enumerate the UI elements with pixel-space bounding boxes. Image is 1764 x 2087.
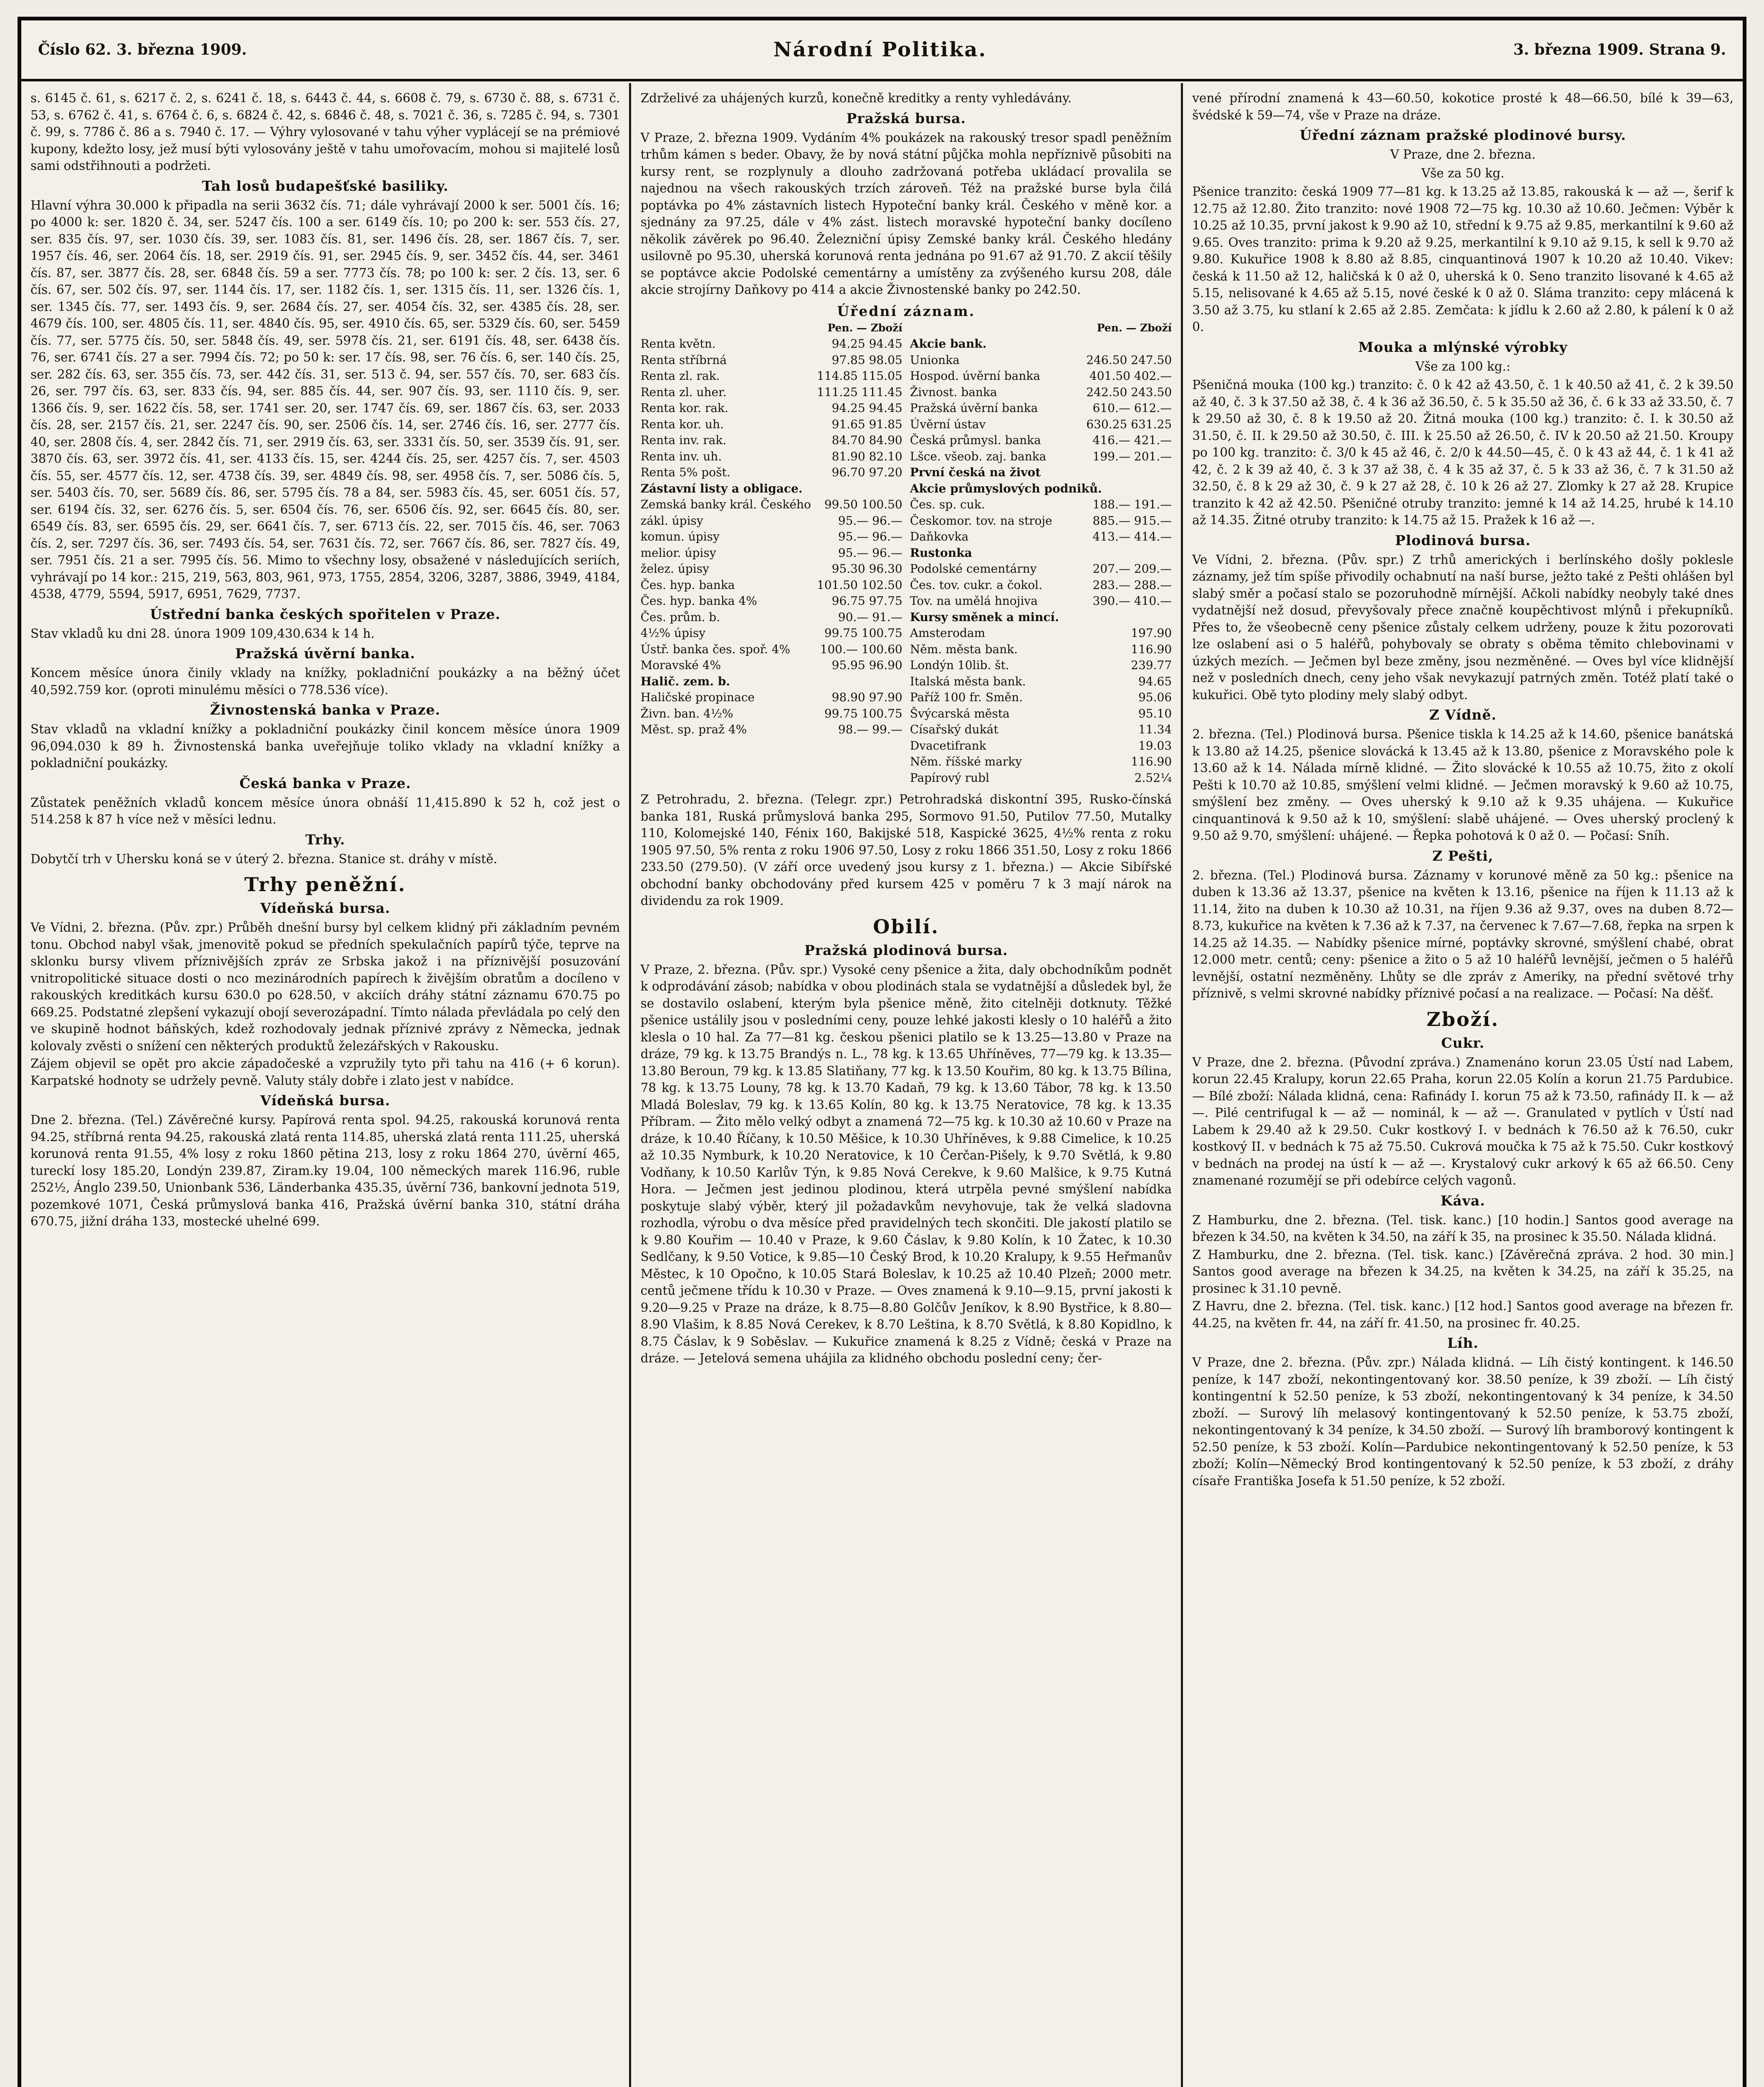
vienna-produce-paragraph: Ve Vídni, 2. března. (Pův. spr.) Z trhů amerických i berlínského došly poklesle záznamy, jež tím spíše přivodily ochabnutí na naší burse, ježto také z Pešti ohlášen byl slabý směr a počasí stalo se pozoruhodně mírnější. Ačkoli nabídky neobyly také dnes vydatnější než dosud, převyšovaly přece značně koupěchtivost mlýnů i překupníků. Přes to, že všeobecně ceny pšenice zůstaly celkem udrženy, pouze k žitu pozorovati lze oslabení asi o 5 haléřů, pohybovaly se obraty s oběma těmito chlebovinami v úzkých mezích. — Ječmen byl beze změny, jsou nezměněné. — Oves byl více klidnější než v posledních dnech, ceny jeho však nevykazují patrných změn. Totéž platí také o kukuřici. Obě tyto plodiny mely slabý odbyt. [1192, 552, 1734, 702]
quote-row [640, 642, 902, 658]
quote-label: Paříž 100 fr. Směn. [910, 690, 1023, 704]
quote-label: melior. úpisy [640, 546, 716, 560]
quote-label: Čes. tov. cukr. a čokol. [910, 578, 1043, 592]
quote-value: 207.— 209.— [1092, 562, 1172, 576]
zivno-bank-heading: Živnostenská banka v Praze. [210, 702, 441, 718]
spirits-heading: Líh. [1447, 1335, 1479, 1351]
quote-row [910, 352, 1172, 369]
quote-row [910, 754, 1172, 770]
quote-value: 95.— 96.— [838, 513, 902, 528]
quote-value: 239.77 [1131, 658, 1172, 672]
quotes-right-column [910, 320, 1172, 786]
issue-number: Číslo 62. 3. března 1909. [38, 41, 247, 58]
quote-value: 246.50 247.50 [1086, 353, 1172, 367]
grain-section-title: Obilí. [873, 915, 940, 938]
quote-row [910, 368, 1172, 384]
quote-label: Čes. hyp. banka 4% [640, 594, 757, 608]
quote-value: 95.30 96.30 [831, 562, 902, 576]
markets-heading: Trhy. [305, 831, 345, 848]
quote-label: Renta kor. rak. [640, 401, 728, 415]
quote-row [910, 513, 1172, 529]
quote-row [640, 529, 902, 545]
flour-paragraph: Pšeničná mouka (100 kg.) tranzito: č. 0 k 42 až 43.50, č. 1 k 40.50 až 41, č. 2 k 39.50 až 40, č. 3 k 37.50 až 38, č. 4 k 36 až 36.50, č. 5 k 35.50 až 36, č. 6 k 33 až 33.50, č. 7 k 29.50 až 30, č. 8 k 19.50 až 20. Žitná mouka (100 kg.) tranzito: č. I. k 30.50 až 31.50, č. II. k 29.50 až 30.50, č. III. k 25.50 až 26.50, č. IV k 20.50 až 21.50. Kroupy po 100 kg. tranzito: č. 3/0 k 45 až 46, č. 2/0 k 44.50—45, č. 0 k 43 až 44, č. 1 k 41 až 42, č. 2 k 39 až 40, č. 3 k 37 až 38, č. 4 k 35 až 37, č. 5 k 33 až 36, č. 7 k 31.50 až 32.50, č. 8 k 29 až 30, č. 9 k 27 až 28, č. 10 k 26 až 27. Zlomky k 27 až 28. Krupice tranzito k 42 až 42.50. Pšeničné otruby tranzito: jemné k 14 až 14.25, hrubé k 14.10 až 14.35. Žitné otruby tranzito: k 14.75 až 15. Pražek k 16 až —. [1192, 378, 1734, 527]
quote-label: Dvacetifrank [910, 738, 986, 753]
quote-label: Haličské propinace [640, 690, 755, 704]
produce-bourse-heading: Pražská plodinová bursa. [804, 942, 1008, 958]
quote-row [910, 674, 1172, 690]
quote-row [910, 432, 1172, 449]
credit-bank-paragraph: Koncem měsíce února činily vklady na knížky, pokladniční poukázky a na běžný účet 40,592.759 kor. (oproti minulému měsíci o 778.536 více). [30, 666, 620, 697]
quote-row [640, 449, 902, 465]
quote-label: Papírový rubl [910, 771, 990, 785]
quote-label: Renta inv. uh. [640, 449, 722, 463]
quote-label: Čes. hyp. banka [640, 578, 735, 592]
quote-row [910, 481, 1172, 497]
quote-row [910, 593, 1172, 609]
quote-value: 283.— 288.— [1092, 578, 1172, 592]
quote-value: 885.— 915.— [1092, 513, 1172, 528]
quote-value: 99.75 100.75 [824, 706, 902, 720]
quote-row [640, 706, 902, 722]
from-pest-paragraph: 2. března. (Tel.) Plodinová bursa. Záznamy v korunové měně za 50 kg.: pšenice na duben k 13.36 až 13.37, pšenice na květen k 13.16, pšenice na říjen k 11.13 až k 11.14, žito na duben k 10.30 až 10.31, na říjen 9.36 až 9.37, oves na duben 8.72—8.73, kukuřice na květen k 7.36 až k 7.37, na červenec k 7.67—7.68, řepka na srpen k 14.25 až 14.35. — Nabídky pšenice mírné, poptávky skrovné, smýšlení chabé, obrat 12.000 metr. centů; ceny: pšenice a žito o 5 až 10 haléřů levnější, ječmen o 5 haléřů levnější, ostatní nezměněny. Lhůty se dle zpráv z Ameriky, na přední světové trhy příznivě, s velmi skrovné nabídky příznivé počasí a na realizace. — Počasí: Na děšť. [1192, 868, 1734, 1001]
clover-seed-paragraph: vené přírodní znamená k 43—60.50, kokotice prosté k 48—66.50, bílé k 39—63, švédské k 59—74, vše v Praze na dráze. [1192, 91, 1734, 122]
quote-value: 96.75 97.75 [831, 594, 902, 608]
zivno-bank-paragraph: Stav vkladů na vkladní knížky a pokladniční poukázky činil koncem měsíce února 1909 96,094.030 k 89 h. Živnostenská banka uveřejňuje toliko vklady na vkladní knížky a pokladniční poukázky. [30, 722, 620, 770]
quote-row [910, 657, 1172, 674]
quote-value: 199.— 201.— [1092, 449, 1172, 463]
quote-label: želez. úpisy [640, 562, 709, 576]
quote-label: Švýcarská města [910, 706, 1010, 720]
columns [21, 83, 1743, 2087]
quote-value: 95.95 96.90 [831, 658, 902, 672]
quote-label: Živn. ban. 4½% [640, 706, 733, 720]
quote-label: 4½% úpisy [640, 626, 706, 640]
quote-value: 96.70 97.20 [831, 465, 902, 479]
page-date: 3. března 1909. Strana 9. [1513, 41, 1726, 58]
quote-row [640, 674, 902, 690]
quote-value: 91.65 91.85 [831, 417, 902, 431]
quote-value: 401.50 402.— [1089, 369, 1172, 383]
money-markets-section-title: Trhy peněžní. [244, 873, 406, 896]
quote-row [640, 481, 902, 497]
petrograd-paragraph: Z Petrohradu, 2. března. (Telegr. zpr.) Petrohradská diskontní 395, Rusko-čínská banka 181, Ruská průmyslová banka 295, Sormovo 91.50, Putilov 77.50, Mutalky 110, Kolomejské 140, Fénix 160, Bakijské 518, Kaspické 3625, 4½% renta z roku 1905 97.50, 5% renta z roku 1906 97.50, Losy z roku 1866 351.50, Losy z roku 1866 233.50 (279.50). (V září orce uvedený jsou kursy z 1. března.) — Akcie Sibířské obchodní banky obchodovány před kursem 425 v poměru 7 k 3 mají nárok na dividendu za rok 1909. [640, 792, 1172, 908]
quote-value: 97.85 98.05 [831, 353, 902, 367]
vienna-bourse-heading: Vídeňská bursa. [260, 900, 390, 916]
flour-heading: Mouka a mlýnské výrobky [1358, 339, 1568, 355]
quote-row [910, 770, 1172, 786]
quote-row [910, 690, 1172, 706]
quote-value: 116.90 [1131, 642, 1172, 656]
newspaper-page [18, 17, 1746, 2087]
quote-row [640, 722, 902, 738]
quote-value: 81.90 82.10 [831, 449, 902, 463]
quote-value: 114.85 115.05 [817, 369, 902, 383]
quote-value: 84.70 84.90 [831, 433, 902, 447]
masthead [21, 20, 1743, 79]
quote-value: 188.— 191.— [1092, 498, 1172, 511]
quote-label: Renta kor. uh. [640, 417, 724, 431]
quote-label: Renta květn. [640, 337, 716, 351]
quote-row [910, 400, 1172, 417]
quote-row [910, 449, 1172, 465]
quote-label: Halič. zem. b. [640, 674, 730, 688]
quote-label: Renta stříbrná [640, 353, 727, 367]
official-produce-date: V Praze, dne 2. března. [1390, 147, 1536, 162]
savings-bank-paragraph: Stav vkladů ku dni 28. února 1909 109,430.634 k 14 h. [30, 626, 375, 641]
markets-paragraph: Dobytčí trh v Uhersku koná se v úterý 2. března. Stanice st. dráhy v místě. [30, 851, 498, 866]
quote-row [640, 690, 902, 706]
quote-row [640, 593, 902, 609]
quote-row [910, 529, 1172, 545]
column-3 [1183, 83, 1743, 2087]
quote-row [640, 384, 902, 401]
produce-bourse-paragraph: V Praze, 2. března. (Pův. spr.) Vysoké ceny pšenice a žita, daly obchodníkům podnět k odprodávání zásob; nabídka v obou plodinách stala se vydatnější a důsledek byl, že se dostavilo oslabení, kterým byla pšenice měně, žito citelněji dotknuty. Těžké pšenice ustálily jsou v posledními ceny, pouze lehké jakosti klesly o 10 haléřů a žito klesla o 10 hal. Za 77—81 kg. českou pšenici platilo se k 13.25—13.80 v Praze na dráze, 79 kg. k 13.75 Brandýs n. L., 78 kg. k 13.65 Uhříněves, 77—79 kg. k 13.35—13.80 Beroun, 79 kg. k 13.85 Slatiňany, 77 kg. k 13.50 Kouřim, 80 kg. k 13.75 Bílina, 78 kg. k 13.75 Louny, 78 kg. k 13.70 Kadaň, 79 kg. k 13.60 Tábor, 78 kg. k 13.50 Mladá Boleslav, 79 kg. k 13.65 Kolín, 80 kg. k 13.75 Neratovice, 78 kg. k 13.35 Příbram. — Žito mělo velký odbyt a znamená 72—75 kg. k 10.30 až 10.60 v Praze na dráze, k 10.40 Říčany, k 10.50 Měšice, k 10.30 Uhříněves, k 9.88 Cimelice, k 10.25 až 10.35 Nymburk, k 10.20 Neratovice, k 10 Čerčan-Pišely, k 9.70 Světlá, k 9.80 Vodňany, k 10.50 Karlův Týn, k 9.85 Nová Cerekve, k 9.60 Malšice, k 9.75 Kutná Hora. — Ječmen jest jedinou plodinou, která utrpěla pevné smýšlení nabídka poskytuje slabý výběr, který jil požadavkům nevyhovuje, tak že velká sladovna rozhodla, výrobu o dva měsíce před pravidelných tech skončiti. Dle jakostí platilo se k 9.80 Kouřim — 10.40 v Praze, k 9.60 Čáslav, k 9.80 Kolín, k 10 Žatec, k 10.30 Sedlčany, k 9.50 Votice, k 9.85—10 Český Brod, k 10.20 Kralupy, k 9.55 Heřmanův Městec, k 10 Opočno, k 10.05 Stará Boleslav, k 10.25 až 10.40 Plzeň; 2000 metr. centů ječmene třídu k 10.30 v Praze. — Oves znamená k 9.10—9.15, první jakosti k 9.20—9.25 v Praze na dráze, k 8.75—8.80 Golčův Jeníkov, k 8.90 Bystřice, k 8.80—8.90 Vlašim, k 8.85 Nová Cerekev, k 8.70 Leština, k 8.70 Světlá, k 8.80 Kopidlno, k 8.75 Čáslav, k 9 Soběslav. — Kukuřice znamená k 8.25 z Vídně; česká v Praze na dráze. — Jetelová semena uhájila za klidného obchodu poslední ceny; čer- [640, 962, 1172, 1365]
quote-label: Daňkovka [910, 530, 969, 543]
quote-label: Něm. říšské marky [910, 755, 1022, 768]
quote-row [910, 625, 1172, 642]
quote-row [910, 561, 1172, 577]
quote-label: Českomor. tov. na stroje [910, 513, 1052, 528]
sugar-heading: Cukr. [1441, 1034, 1485, 1051]
official-produce-paragraph: Pšenice tranzito: česká 1909 77—81 kg. k 13.25 až 13.85, rakouská k — až —, šerif k 12.75 až 12.80. Žito tranzito: nové 1908 72—75 kg. 10.30 až 10.60. Ječmen: Výběr k 10.25 až 10.35, první jakost k 9.90 až 10, střední k 9.75 až 9.85, merkantilní k 9.60 až 9.65. Oves tranzito: prima k 9.20 až 9.25, merkantilní k 9.10 až 9.15, k sell k 9.70 až 9.80. Kukuřice 1908 k 8.80 až 8.85, cinquantinová 1907 k 10.20 až 10.40. Vikev: česká k 11.50 až 12, haličská k 0 až 0, uherská k 0. Seno tranzito lisované k 4.65 až 5.15, nelisované k 4.65 až 5.15, nové české k 0 až 0. Sláma tranzito: cepy mlácená k 3.50 až 3.75, ku stlaní k 2.65 až 2.85. Zemčata: k jídlu k 2.60 až 2.80, k pálení k 0 až 0. [1192, 184, 1734, 334]
quote-value: 95.06 [1138, 690, 1172, 704]
quote-label: komun. úpisy [640, 530, 720, 543]
quote-value: 98.— 99.— [838, 723, 902, 736]
spirits-paragraph: V Praze, dne 2. března. (Pův. zpr.) Nálada klidná. — Líh čistý kontingent. k 146.50 peníze, k 147 zboží, nekontingentovaný kor. 38.50 peníze, k 39 zboží. — Líh čistý kontingentní k 52.50 peníze, k 53 zboží, nekontingentovaný k 34 peníze, k 34.50 zboží. — Surový líh melasový kontingentovaný k 52.50 peníze, k 53.75 zboží, nekontingentovaný k 34 peníze, k 34.50 zboží. — Surový líh bramborový kontingent k 52.50 peníze, k 53 zboží. Kolín—Pardubice nekontingentovaný k 52.50 peníze, k 53 zboží; Kolín—Německý Brod kontingentovaný k 52.50 peníze, k 53 zboží, z dráhy císaře Františka Josefa k 51.50 peníze, k 52 zboží. [1192, 1355, 1734, 1488]
quote-value: 94.25 94.45 [831, 401, 902, 415]
quote-label: Italská města bank. [910, 674, 1026, 688]
ceska-bank-paragraph: Zůstatek peněžních vkladů koncem měsíce února obnáší 11,415.890 k 52 h, což jest o 514.258 k 87 h více než v měsíci lednu. [30, 795, 620, 826]
flour-unit: Vše za 100 kg.: [1415, 359, 1511, 374]
quote-label: Něm. města bank. [910, 642, 1018, 656]
quote-row [910, 577, 1172, 594]
savings-bank-heading: Ústřední banka českých spořitelen v Praze. [150, 606, 501, 622]
quote-row [640, 577, 902, 594]
quote-value: 19.03 [1138, 738, 1172, 753]
column-2 [631, 83, 1181, 2087]
quote-row [910, 609, 1172, 626]
goods-section-title: Zboží. [1426, 1008, 1499, 1031]
credit-bank-heading: Pražská úvěrní banka. [235, 645, 415, 662]
quote-label: Živnost. banka [910, 385, 997, 399]
from-vienna-heading: Z Vídně. [1429, 707, 1497, 723]
vienna-closing-rates-paragraph: Dne 2. března. (Tel.) Závěrečné kursy. Papírová renta spol. 94.25, rakouská korunová renta 94.25, stříbrná renta 94.25, rakouská zlatá renta 114.85, uherská zlatá renta 111.25, uherská korunová renta 91.55, 4% losy z roku 1860 pětina 213, losy z roku 1864 270, úvěrní 465, tureckí losy 185.20, Londýn 239.87, Ziram.ky 19.04, 100 německých marek 116.96, ruble 252½, Ánglo 239.50, Unionbank 536, Länderbanka 435.35, úvěrní 736, bankovní jednota 519, pozemkové 1071, Česká průmyslová banka 416, Pražská úvěrní banka 310, státní dráha 670.75, jižní dráha 133, mostecké uhelné 699. [30, 1113, 620, 1228]
intro-paragraph: Zdrželivé za uhájených kurzů, konečně kreditky a renty vyhledávány. [640, 91, 1072, 105]
from-pest-heading: Z Pešti, [1432, 847, 1494, 864]
official-quotes-title: Úřední záznam. [837, 303, 976, 319]
column-1 [21, 83, 629, 2087]
quote-label: Úvěrní ústav [910, 417, 986, 431]
quote-value: 90.— 91.— [838, 610, 902, 624]
quote-row [910, 722, 1172, 738]
vienna-produce-heading: Plodinová bursa. [1395, 532, 1531, 548]
quote-value: 2.52¼ [1134, 771, 1172, 785]
quote-value: 98.90 97.90 [831, 690, 902, 704]
quote-label: Hospod. úvěrní banka [910, 369, 1041, 383]
basilica-lottery-paragraph: Hlavní výhra 30.000 k připadla na serii 3632 čís. 71; dále vyhrávají 2000 k ser. 5001 čís. 16; po 4000 k: ser. 1820 č. 34, ser. 5247 čís. 100 a ser. 6149 čís. 10; po 200 k: ser. 553 čís. 27, ser. 835 čís. 97, ser. 1030 čís. 39, ser. 1083 čís. 81, ser. 1496 čís. 28, ser. 1867 čís. 7, ser. 1957 čís. 46, ser. 2064 čís. 18, ser. 2919 čís. 91, ser. 2945 čís. 9, ser. 3452 čís. 44, ser. 3461 čís. 87, ser. 3877 čís. 28, ser. 6848 čís. 59 a ser. 7773 čís. 78; po 100 k: ser. 2 čís. 13, ser. 6 čís. 67, ser. 502 čís. 97, ser. 1144 čís. 17, ser. 1182 čís. 1, ser. 1315 čís. 11, ser. 1326 čís. 1, ser. 1345 čís. 77, ser. 1493 čís. 9, ser. 2684 čís. 27, ser. 4054 čís. 32, ser. 4385 čís. 28, ser. 4679 čís. 100, ser. 4805 čís. 11, ser. 4840 čís. 95, ser. 4910 čís. 65, ser. 5329 čís. 60, ser. 5459 čís. 77, ser. 5775 čís. 50, ser. 5848 čís. 49, ser. 5978 čís. 21, ser. 6191 čís. 48, ser. 6438 čís. 76, ser. 6741 čís. 27 a ser. 7994 čís. 72; po 50 k: ser. 17 čís. 98, ser. 76 čís. 6, ser. 140 čís. 25, ser. 282 čís. 63, ser. 355 čís. 73, ser. 442 čís. 31, ser. 513 č. 94, ser. 557 čís. 70, ser. 683 čís. 26, ser. 797 čís. 63, ser. 833 čís. 94, ser. 885 čís. 44, ser. 907 čís. 93, ser. 1110 čís. 9, ser. 1366 čís. 9, ser. 1622 čís. 58, ser. 1741 ser. 20, ser. 1747 čís. 69, ser. 1867 čís. 63, ser. 2033 čís. 28, ser. 2157 čís. 21, ser. 2247 čís. 90, ser. 2506 čís. 14, ser. 2746 čís. 16, ser. 2777 čís. 40, ser. 2808 čís. 4, ser. 2842 čís. 71, ser. 2919 čís. 63, ser. 3331 čís. 50, ser. 3539 čís. 91, ser. 3870 čís. 63, ser. 3972 čís. 41, ser. 4133 čís. 15, ser. 4244 čís. 25, ser. 4257 čís. 7, ser. 4503 čís. 55, ser. 4577 čís. 12, ser. 4738 čís. 39, ser. 4849 čís. 98, ser. 4958 čís. 7, ser. 5086 čís. 5, ser. 5403 čís. 70, ser. 5689 čís. 86, ser. 5795 čís. 78 a 84, ser. 5983 čís. 45, ser. 6051 čís. 57, ser. 6194 čís. 32, ser. 6276 čís. 5, ser. 6504 čís. 76, ser. 6506 čís. 92, ser. 6645 čís. 80, ser. 6549 čís. 83, ser. 6595 čís. 29, ser. 6641 čís. 7, ser. 6713 čís. 22, ser. 7015 čís. 46, ser. 7063 čís. 2, ser. 7297 čís. 36, ser. 7493 čís. 54, ser. 7631 čís. 72, ser. 7667 čís. 86, ser. 7827 čís. 49, ser. 7951 čís. 21 a ser. 7995 čís. 56. Mimo to všechny losy, obsažené v následujících seriích, vyhrávají po 14 kor.: 215, 219, 563, 803, 961, 973, 1755, 2854, 3206, 3287, 3886, 3949, 4184, 4538, 4779, 5594, 5917, 6951, 7629, 7737. [30, 198, 620, 601]
basilica-lottery-heading: Tah losů budapešťské basiliky. [202, 177, 449, 194]
quote-value: 100.— 100.60 [820, 642, 902, 656]
quote-label: Unionka [910, 353, 960, 367]
lottery-paragraph: s. 6145 č. 61, s. 6217 č. 2, s. 6241 č. 18, s. 6443 č. 44, s. 6608 č. 79, s. 6730 č. 88, s. 6731 č. 53, s. 6762 č. 41, s. 6764 č. 6, s. 6824 č. 42, s. 6846 č. 48, s. 7021 č. 36, s. 7285 č. 94, s. 7301 č. 99, s. 7786 č. 86 a s. 7940 č. 17. — Výhry vylosované v tahu výher vyplácejí se na prémiové kupony, kdežto losy, jež musí býti vylosovány ještě v tahu umořovacím, mohou si majitelé losů sami odstřihnouti a podržeti. [30, 91, 620, 173]
quote-label: zákl. úpisy [640, 513, 703, 528]
quote-row [640, 400, 902, 417]
quote-value: 390.— 410.— [1092, 594, 1172, 608]
official-quotes-table [640, 303, 1172, 786]
quote-value: 95.10 [1138, 706, 1172, 720]
quote-label: Ústř. banka čes. spoř. 4% [640, 642, 791, 656]
quote-row [910, 738, 1172, 754]
quote-row [910, 336, 1172, 352]
quote-row [640, 545, 902, 561]
quote-label: Renta zl. rak. [640, 369, 720, 383]
quotes-left-column [640, 320, 902, 786]
quote-label: Akcie průmyslových podniků. [910, 481, 1102, 495]
quote-label: Tov. na umělá hnojiva [910, 594, 1038, 608]
quote-value: 116.90 [1131, 755, 1172, 768]
quote-label: Amsterodam [910, 626, 986, 640]
quote-label: Renta zl. uher. [640, 385, 727, 399]
quotes-right-header: Pen. — Zboží [1097, 321, 1172, 334]
header-rule [21, 79, 1743, 81]
quote-row [910, 545, 1172, 561]
quote-row [640, 417, 902, 433]
quote-row [640, 657, 902, 674]
quote-value: 413.— 414.— [1092, 530, 1172, 543]
quote-value: 94.65 [1138, 674, 1172, 688]
official-produce-unit: Vše za 50 kg. [1421, 166, 1505, 180]
official-produce-heading: Úřední záznam pražské plodinové bursy. [1299, 127, 1626, 143]
prague-bourse-paragraph: V Praze, 2. března 1909. Vydáním 4% poukázek na rakouský tresor spadl peněžním trhům kámen s beder. Obavy, že by nová státní půjčka mohla nepříznivě působiti na kursy rent, se rozplynuly a dlouho zadržovaná potřeba ukládací provalila se najednou na všech rakouských trzích zároveň. Též na pražské burse byla čilá poptávka po 4% zástavních listech Hypoteční banky král. Českého v měně kor. a sjednány za 97.25, dále v 4% zást. listech moravské hypoteční banky docíleno několik závěrek po 96.40. Železniční úpisy Zemské banky král. Českého hledány usilovně po 95.30, uherská korunová renta jednána po 91.67 až 91.70. Z akcií těšily se poptávce akcie Podolské cementárny a umístěny za zvýšeného kursu 208, dále akcie strojírny Daňkovy po 414 a akcie Živnostenské banky po 242.50. [640, 130, 1172, 297]
quote-row [640, 497, 902, 513]
quote-row [910, 465, 1172, 481]
from-vienna-paragraph: 2. března. (Tel.) Plodinová bursa. Pšenice tiskla k 14.25 až k 14.60, pšenice banátská k 13.80 až 14.25, pšenice slovácká k 13.45 až k 13.80, pšenice z Moravského pole k 13.60 až k 14. Nálada mírně klidné. — Žito slovácké k 10.55 až 10.75, žito z okolí Pešti k 10.70 až 10.85, smýšlení velmi klidné. — Ječmen moravský k 9.60 až 10.75, smýšlení bez změny. — Oves uherský k 9.10 až k 9.35 uhájena. — Kukuřice cinquantinová k 9.50 až k 10, smýšlení: slabě uhájené. — Oves uherský proclený k 9.50 až 9.70, smýšlení: uhájené. — Řepka pohotová k 0 až 0. — Počasí: Sníh. [1192, 727, 1734, 843]
quote-value: 111.25 111.45 [817, 385, 902, 399]
quote-row [910, 642, 1172, 658]
quote-label: Akcie bank. [910, 337, 987, 351]
vienna-bourse-heading-2: Vídeňská bursa. [260, 1092, 390, 1109]
quote-label: První česká na život [910, 465, 1041, 479]
quote-row [640, 561, 902, 577]
quote-row [640, 513, 902, 529]
coffee-heading: Káva. [1441, 1192, 1486, 1209]
quote-value: 630.25 631.25 [1086, 417, 1172, 431]
coffee-paragraph-2: Z Hamburku, dne 2. března. (Tel. tisk. kanc.) [Závěrečná zpráva. 2 hod. 30 min.] Santos good average na březen k 34.25, na květen k 34.25, na září k 35.25, na prosinec k 31.10 pevně. [1192, 1247, 1734, 1296]
quote-label: Česká průmysl. banka [910, 433, 1041, 447]
quote-value: 101.50 102.50 [817, 578, 902, 592]
quote-value: 94.25 94.45 [831, 337, 902, 351]
quote-label: Čes. sp. cuk. [910, 498, 985, 511]
quote-row [640, 352, 902, 369]
quote-row [640, 368, 902, 384]
quote-label: Kursy směnek a mincí. [910, 610, 1059, 624]
quote-value: 242.50 243.50 [1086, 385, 1172, 399]
quote-row [640, 432, 902, 449]
quote-value: 95.— 96.— [838, 530, 902, 543]
quote-label: Renta 5% pošt. [640, 465, 730, 479]
quote-row [910, 417, 1172, 433]
quote-row [640, 625, 902, 642]
quote-label: Zemská banky král. Českého [640, 498, 811, 511]
quote-row [640, 609, 902, 626]
prague-bourse-heading: Pražská bursa. [846, 110, 966, 126]
quote-label: Zástavní listy a obligace. [640, 481, 803, 495]
quote-label: Čes. prům. b. [640, 610, 720, 624]
quote-row [910, 497, 1172, 513]
quote-label: Císařský dukát [910, 723, 998, 736]
quote-value: 197.90 [1131, 626, 1172, 640]
vienna-bourse-paragraph: Ve Vídni, 2. března. (Pův. zpr.) Průběh dnešní bursy byl celkem klidný při základním pevném tonu. Obchod nabyl však, jmenovitě pokud se předních spekulačních papírů týče, teprve na sklonku bursy vlivem příznivějších zpráv ze Srbska jakož i na příznivější posuzování vnitropolitické situace dosti o nco mezinárodních papírech k živějším obratům a docíleno v rakouských kreditkách kursu 630.0 po 628.50, v akciích dráhy státní záznamu 670.75 po 669.25. Podstatné zlepšení vykazují obojí severozápadní. Tímto nálada převládala po celý den ve skupině hodnot báňských, kdež rozhodovaly jednak příznivé zprávy z Německa, jednak kolovaly zvěsti o snížení cen některých produktů železářských v Rakousku. [30, 920, 620, 1053]
quote-value: 95.— 96.— [838, 546, 902, 560]
quote-value: 99.75 100.75 [824, 626, 902, 640]
quote-value: 99.50 100.50 [824, 498, 902, 511]
sugar-paragraph: V Praze, dne 2. března. (Původní zpráva.) Znamenáno korun 23.05 Ústí nad Labem, korun 22.45 Kralupy, korun 22.65 Praha, korun 22.05 Kolín a korun 21.75 Pardubice. — Bílé zboží: Nálada klidná, cena: Rafinády I. korun 75 až k 73.50, rafinády II. k — až —. Pilé centrifugal k — až — nominál, k — až —. Granulated v pytlích v Ústí nad Labem k 29.40 až k 29.50. Cukr kostkový I. v bednách k 76.50 až k 76.50, cukr kostkový II. v bednách k 75 až 75.50. Cukrová moučka k 75 až k 75.50. Cukr kostkový v bednách na prodej na ústí k — až —. Krystalový cukr arkový k 65 až 66.50. Ceny znamenané rozumějí se při odebírce celých vagonů. [1192, 1055, 1734, 1188]
quote-label: Rustonka [910, 546, 972, 560]
quote-label: Podolské cementárny [910, 562, 1037, 576]
quote-label: Renta inv. rak. [640, 433, 727, 447]
coffee-paragraph-3: Z Havru, dne 2. března. (Tel. tisk. kanc.) [12 hod.] Santos good average na březen fr. 44.25, na květen fr. 44, na září fr. 41.50, na prosinec fr. 40.25. [1192, 1299, 1734, 1330]
quote-label: Lšce. všeob. zaj. banka [910, 449, 1046, 463]
quote-value: 610.— 612.— [1092, 401, 1172, 415]
quote-row [910, 706, 1172, 722]
vienna-bourse-paragraph-2: Zájem objevil se opět pro akcie západočeské a vzpružily tyto při tahu na 416 (+ 6 korun). Karpatské hodnoty se udržely pevně. Valuty stály dobře i zlato jest v nabídce. [30, 1056, 620, 1088]
quote-label: Londýn 10lib. št. [910, 658, 1009, 672]
quote-row [910, 384, 1172, 401]
newspaper-title: Národní Politika. [773, 38, 987, 61]
quote-label: Měst. sp. praž 4% [640, 723, 747, 736]
quote-value: 11.34 [1138, 723, 1172, 736]
coffee-paragraph: Z Hamburku, dne 2. března. (Tel. tisk. kanc.) [10 hodin.] Santos good average na březen k 34.50, na květen k 34.50, na září k 35, na prosinec k 35.50. Nálada klidná. [1192, 1213, 1734, 1244]
quote-label: Moravské 4% [640, 658, 721, 672]
quote-row [640, 465, 902, 481]
quotes-left-header: Pen. — Zboží [827, 321, 902, 334]
quote-label: Pražská úvěrní banka [910, 401, 1038, 415]
quote-value: 416.— 421.— [1092, 433, 1172, 447]
ceska-bank-heading: Česká banka v Praze. [239, 775, 411, 791]
quote-row [640, 336, 902, 352]
